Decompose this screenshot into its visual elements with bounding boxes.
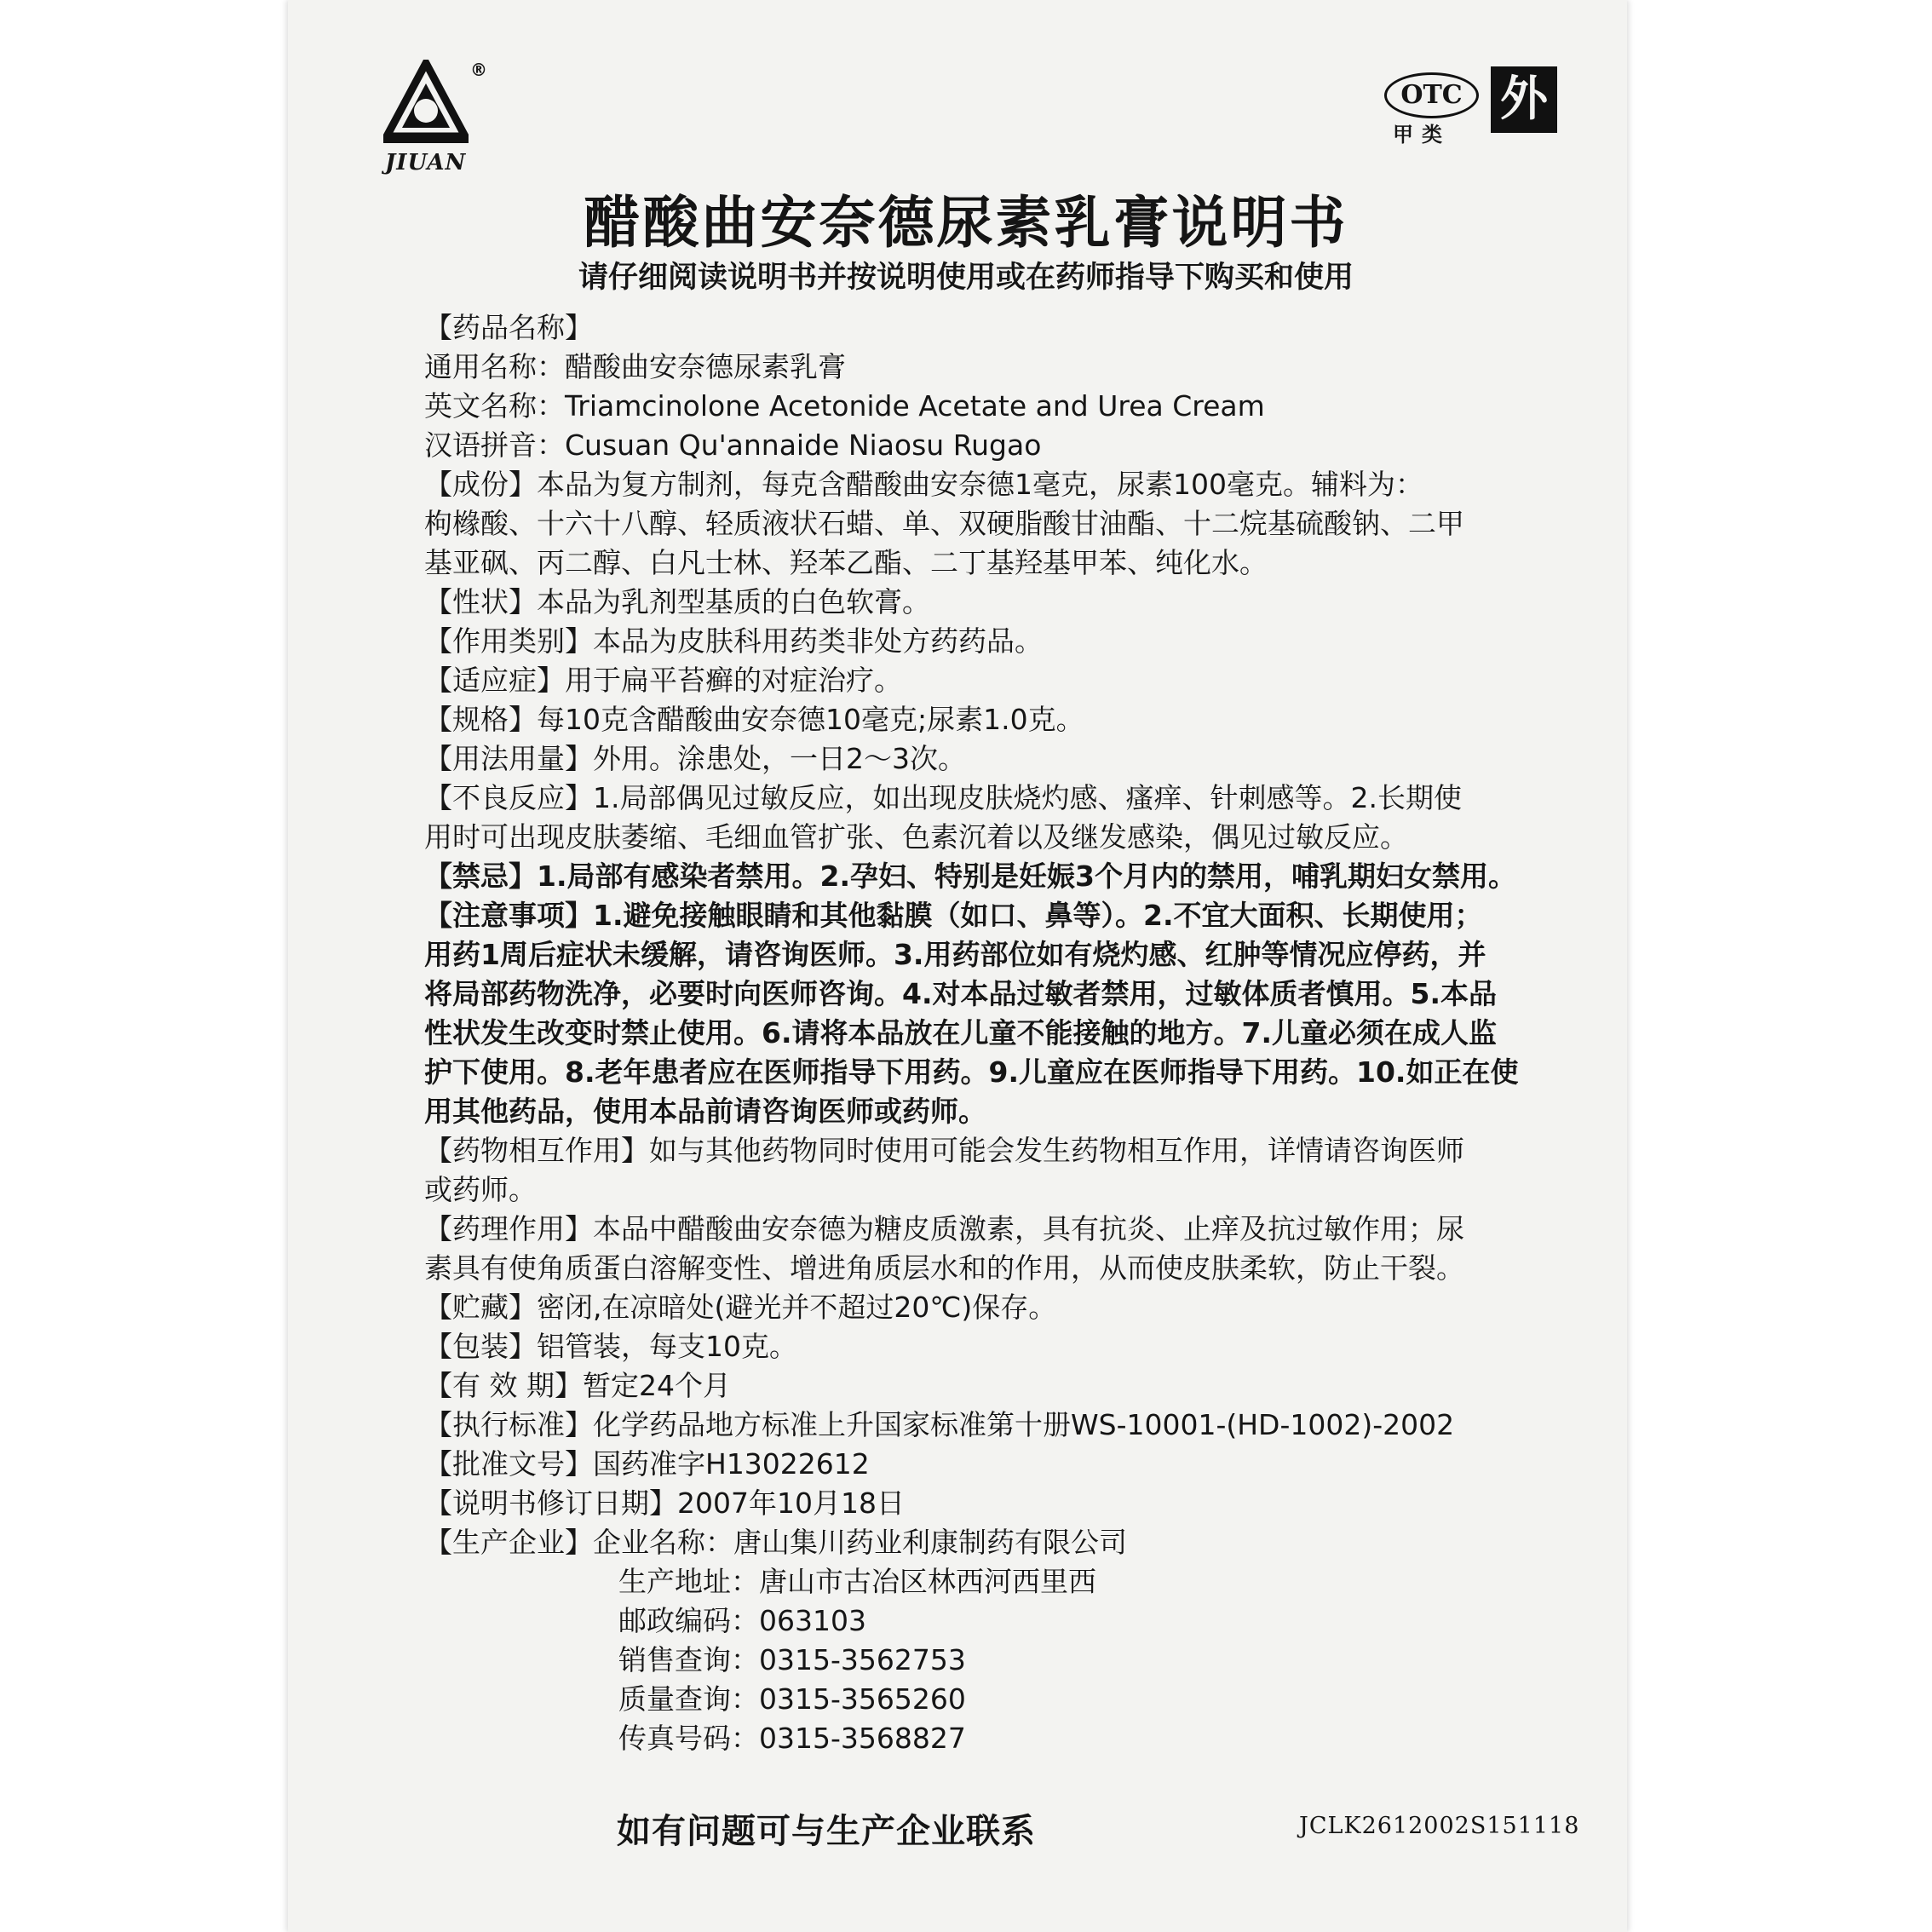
text-line-bold: 用其他药品，使用本品前请咨询医师或药师。 <box>424 1095 986 1128</box>
text-line: 【适应症】用于扁平苔癣的对症治疗。 <box>424 664 902 697</box>
otc-badge: OTC <box>1384 72 1479 118</box>
text-line: 用时可出现皮肤萎缩、毛细血管扩张、色素沉着以及继发感染，偶见过敏反应。 <box>424 820 1408 854</box>
text-line-bold: 将局部药物洗净，必要时向医师咨询。4.对本品过敏者禁用，过敏体质者慎用。5.本品 <box>424 977 1497 1010</box>
text-line-indented: 销售查询：0315-3562753 <box>618 1643 966 1676</box>
text-line-bold: 【禁忌】1.局部有感染者禁用。2.孕妇、特别是妊娠3个月内的禁用，哺乳期妇女禁用。 <box>424 860 1516 893</box>
triangle-logo-icon <box>383 60 469 145</box>
text-line: 【作用类别】本品为皮肤科用药类非处方药药品。 <box>424 624 1043 658</box>
text-line: 【说明书修订日期】2007年10月18日 <box>424 1486 905 1520</box>
section-heading: 【药品名称】 <box>424 311 593 344</box>
brand-logo <box>383 60 487 179</box>
text-line-bold: 【注意事项】1.避免接触眼睛和其他黏膜（如口、鼻等）。2.不宜大面积、长期使用； <box>424 899 1483 932</box>
print-code: JCLK2612002S151118 <box>1299 1813 1580 1839</box>
text-line: 英文名称：Triamcinolone Acetonide Acetate and Urea Cream <box>424 389 1265 423</box>
otc-class-label: 甲类 <box>1393 123 1451 147</box>
text-line: 【药理作用】本品中醋酸曲安奈德为糖皮质激素，具有抗炎、止痒及抗过敏作用；尿 <box>424 1212 1464 1245</box>
text-line-indented: 质量查询：0315-3565260 <box>618 1682 966 1716</box>
text-line: 汉语拼音：Cusuan Qu'annaide Niaosu Rugao <box>424 428 1042 462</box>
text-line: 素具有使角质蛋白溶解变性、增进角质层水和的作用，从而使皮肤柔软，防止干裂。 <box>424 1251 1464 1285</box>
text-line: 【贮藏】密闭,在凉暗处(避光并不超过20℃)保存。 <box>424 1291 1057 1324</box>
text-line: 【生产企业】企业名称：唐山集川药业利康制药有限公司 <box>424 1526 1127 1559</box>
text-line: 【药物相互作用】如与其他药物同时使用可能会发生药物相互作用，详情请咨询医师 <box>424 1134 1464 1167</box>
text-line: 【包装】铝管装，每支10克。 <box>424 1330 797 1363</box>
document-title: 醋酸曲安奈德尿素乳膏说明书 <box>584 190 1348 256</box>
text-line-bold: 性状发生改变时禁止使用。6.请将本品放在儿童不能接触的地方。7.儿童必须在成人监 <box>424 1016 1497 1049</box>
external-use-badge: 外 <box>1491 66 1557 133</box>
text-line: 【批准文号】国药准字H13022612 <box>424 1447 870 1481</box>
text-line-indented: 邮政编码：063103 <box>618 1604 866 1637</box>
text-line-bold: 护下使用。8.老年患者应在医师指导下用药。9.儿童应在医师指导下用药。10.如正在使 <box>424 1055 1519 1089</box>
text-line: 【性状】本品为乳剂型基质的白色软膏。 <box>424 585 930 618</box>
text-line: 【成份】本品为复方制剂，每克含醋酸曲安奈德1毫克，尿素100毫克。辅料为： <box>424 468 1423 501</box>
text-line: 通用名称：醋酸曲安奈德尿素乳膏 <box>424 350 846 383</box>
contact-footer: 如有问题可与生产企业联系 <box>617 1812 1036 1851</box>
text-line: 【有 效 期】暂定24个月 <box>424 1369 731 1402</box>
text-line: 【用法用量】外用。涂患处，一日2～3次。 <box>424 742 966 775</box>
leaflet-body <box>424 308 1566 1758</box>
registered-mark: ® <box>470 60 487 80</box>
logo-text: JIUAN <box>385 150 467 175</box>
text-line-indented: 生产地址：唐山市古冶区林西河西里西 <box>618 1565 1096 1598</box>
text-line: 或药师。 <box>424 1173 537 1206</box>
text-line: 【不良反应】1.局部偶见过敏反应，如出现皮肤烧灼感、瘙痒、针刺感等。2.长期使 <box>424 781 1462 814</box>
document-subtitle: 请仔细阅读说明书并按说明使用或在药师指导下购买和使用 <box>578 261 1354 295</box>
text-line-bold: 用药1周后症状未缓解，请咨询医师。3.用药部位如有烧灼感、红肿等情况应停药，并 <box>424 938 1486 971</box>
text-line: 基亚砜、丙二醇、白凡士林、羟苯乙酯、二丁基羟基甲苯、纯化水。 <box>424 546 1268 579</box>
text-line-indented: 传真号码：0315-3568827 <box>618 1722 966 1755</box>
text-line: 枸橼酸、十六十八醇、轻质液状石蜡、单、双硬脂酸甘油酯、十二烷基硫酸钠、二甲 <box>424 507 1464 540</box>
text-line: 【执行标准】化学药品地方标准上升国家标准第十册WS-10001-(HD-1002)-2002 <box>424 1408 1455 1441</box>
text-line: 【规格】每10克含醋酸曲安奈德10毫克;尿素1.0克。 <box>424 703 1084 736</box>
